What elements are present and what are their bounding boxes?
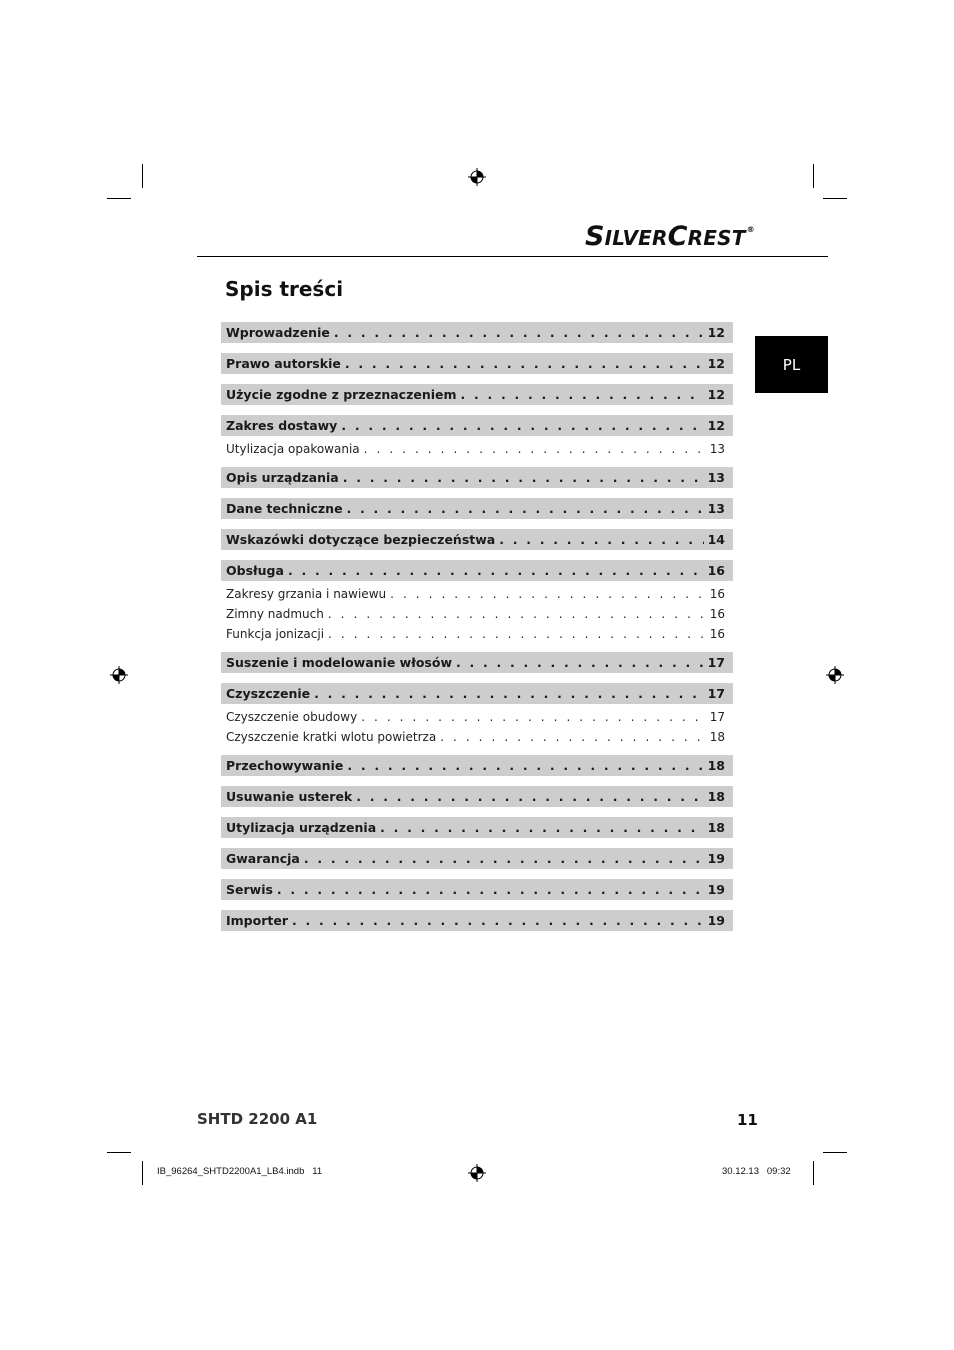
toc-subentry[interactable] (221, 707, 733, 727)
toc-entry-label: Suszenie i modelowanie włosów (226, 655, 453, 670)
toc-entry-label: Opis urządzania (226, 470, 339, 485)
toc-leader-dots (356, 789, 703, 804)
toc-entry[interactable] (221, 415, 733, 436)
toc-entry[interactable] (221, 879, 733, 900)
toc-subentry-label: Zakresy grzania i nawiewu (226, 587, 387, 601)
toc-entry-page: 14 (707, 532, 725, 547)
toc-leader-dots (341, 418, 703, 433)
toc-leader-dots (328, 627, 705, 641)
toc-entry-label: Czyszczenie (226, 686, 311, 701)
page-title: Spis treści (225, 277, 344, 301)
toc-entry[interactable] (221, 817, 733, 838)
toc-leader-dots (499, 532, 703, 547)
registration-mark-icon (826, 666, 844, 684)
toc-entry[interactable] (221, 683, 733, 704)
toc-leader-dots (347, 501, 704, 516)
toc-subentry-page: 13 (709, 442, 725, 456)
toc-entry-page: 17 (707, 686, 725, 701)
toc-entry-label: Przechowywanie (226, 758, 344, 773)
toc-entry-page: 18 (707, 789, 725, 804)
toc-leader-dots (304, 851, 704, 866)
crop-mark (142, 1161, 143, 1185)
toc-leader-dots (334, 325, 704, 340)
toc-leader-dots (345, 356, 704, 371)
toc-entry[interactable] (221, 498, 733, 519)
toc-entry[interactable] (221, 529, 733, 550)
toc-leader-dots (456, 655, 704, 670)
toc-subentry[interactable] (221, 604, 733, 624)
crop-mark (107, 1152, 131, 1153)
registration-mark-icon (110, 666, 128, 684)
toc-subentry-label: Czyszczenie obudowy (226, 710, 358, 724)
page-number: 11 (737, 1111, 758, 1129)
header-rule (197, 256, 828, 257)
toc-entry[interactable] (221, 384, 733, 405)
toc-entry[interactable] (221, 560, 733, 581)
toc-entry-label: Wprowadzenie (226, 325, 330, 340)
toc-subentry-page: 16 (709, 627, 725, 641)
toc-subentry-page: 18 (709, 730, 725, 744)
registration-mark-icon (468, 168, 486, 186)
toc-entry-page: 13 (707, 501, 725, 516)
toc-leader-dots (328, 607, 705, 621)
print-slug-file: IB_96264_SHTD2200A1_LB4.indb 11 (157, 1166, 323, 1177)
toc-entry-page: 19 (707, 882, 725, 897)
toc-subentry-label: Czyszczenie kratki wlotu powietrza (226, 730, 437, 744)
toc-leader-dots (390, 587, 705, 601)
toc-entry-label: Użycie zgodne z przeznaczeniem (226, 387, 457, 402)
toc-entry[interactable] (221, 910, 733, 931)
language-tab (755, 336, 828, 393)
toc-entry-page: 12 (707, 387, 725, 402)
toc-leader-dots (343, 470, 704, 485)
toc-subentry[interactable] (221, 727, 733, 747)
toc-subentry[interactable] (221, 439, 733, 459)
toc-subentry-page: 16 (709, 587, 725, 601)
toc-subentry-page: 16 (709, 607, 725, 621)
toc-entry-label: Prawo autorskie (226, 356, 341, 371)
toc-entry-label: Gwarancja (226, 851, 300, 866)
toc-entry-page: 16 (707, 563, 725, 578)
toc-entry-label: Obsługa (226, 563, 284, 578)
toc-entry-label: Wskazówki dotyczące bezpieczeństwa (226, 532, 496, 547)
toc-entry-page: 12 (707, 418, 725, 433)
toc-entry[interactable] (221, 848, 733, 869)
registration-mark-icon (468, 1164, 486, 1182)
toc-subentry-label: Zimny nadmuch (226, 607, 324, 621)
toc-entry-label: Dane techniczne (226, 501, 343, 516)
toc-entry[interactable] (221, 755, 733, 776)
toc-leader-dots (288, 563, 704, 578)
toc-entry-page: 12 (707, 325, 725, 340)
toc-entry[interactable] (221, 652, 733, 673)
toc-entry-page: 12 (707, 356, 725, 371)
toc-entry-page: 13 (707, 470, 725, 485)
crop-mark (142, 164, 143, 188)
toc-leader-dots (361, 710, 705, 724)
toc-entry-page: 19 (707, 851, 725, 866)
crop-mark (813, 1161, 814, 1185)
toc-entry-label: Importer (226, 913, 288, 928)
toc-entry[interactable] (221, 786, 733, 807)
toc-entry-page: 18 (707, 820, 725, 835)
toc-subentry[interactable] (221, 624, 733, 644)
toc-leader-dots (440, 730, 705, 744)
toc-leader-dots (277, 882, 704, 897)
toc-leader-dots (292, 913, 704, 928)
table-of-contents (221, 322, 733, 941)
toc-entry-page: 17 (707, 655, 725, 670)
toc-entry-label: Usuwanie usterek (226, 789, 353, 804)
language-tab-label: PL (782, 355, 801, 374)
toc-subentry-page: 17 (709, 710, 725, 724)
toc-entry-page: 19 (707, 913, 725, 928)
toc-entry-label: Serwis (226, 882, 273, 897)
print-slug-datetime: 30.12.13 09:32 (722, 1166, 791, 1177)
crop-mark (813, 164, 814, 188)
toc-subentry[interactable] (221, 584, 733, 604)
toc-leader-dots (314, 686, 703, 701)
toc-entry-label: Zakres dostawy (226, 418, 338, 433)
toc-leader-dots (347, 758, 703, 773)
crop-mark (823, 198, 847, 199)
toc-entry-page: 18 (707, 758, 725, 773)
toc-entry-label: Utylizacja urządzenia (226, 820, 377, 835)
brand-logo: SILVERCREST® (585, 221, 755, 252)
crop-mark (823, 1152, 847, 1153)
toc-entry[interactable] (221, 467, 733, 488)
toc-entry[interactable] (221, 322, 733, 343)
toc-leader-dots (461, 387, 704, 402)
toc-leader-dots (364, 442, 705, 456)
toc-subentry-label: Utylizacja opakowania (226, 442, 360, 456)
crop-mark (107, 198, 131, 199)
model-number: SHTD 2200 A1 (197, 1110, 318, 1128)
toc-leader-dots (380, 820, 703, 835)
toc-entry[interactable] (221, 353, 733, 374)
toc-subentry-label: Funkcja jonizacji (226, 627, 325, 641)
